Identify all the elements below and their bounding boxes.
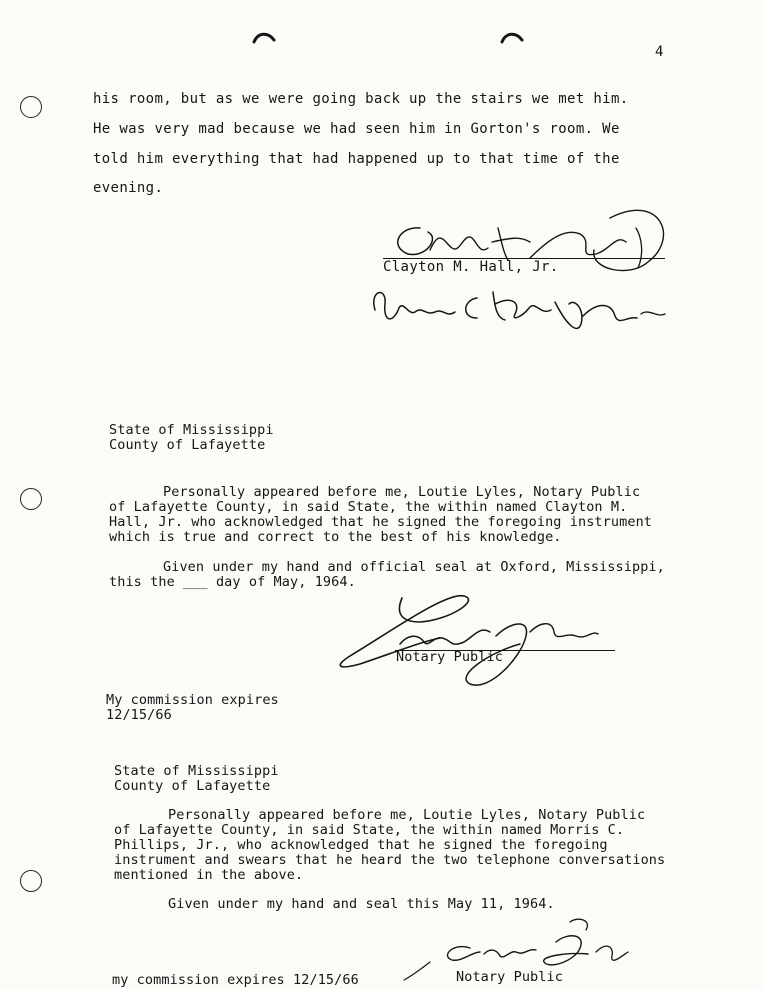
- page-number: 4: [655, 44, 664, 60]
- statement-line: his room, but as we were going back up the stairs we met him.: [93, 91, 629, 107]
- punch-hole-middle: [20, 488, 42, 510]
- notary2-commission-line: my commission expires 12/15/66: [112, 972, 359, 988]
- notary2-body-line: instrument and swears that he heard the two telephone conversations: [114, 852, 666, 868]
- signature-clayton-hall: [380, 198, 680, 278]
- statement-line: He was very mad because we had seen him in Gorton's room. We: [93, 121, 620, 137]
- notary1-body-line: Personally appeared before me, Loutie Lyles, Notary Public: [163, 484, 641, 500]
- notary2-label: Notary Public: [456, 969, 563, 985]
- notary2-body-line: Personally appeared before me, Loutie Lyles, Notary Public: [168, 807, 646, 823]
- notary2-body-line: mentioned in the above.: [114, 867, 304, 883]
- statement-line: told him everything that had happened up to that time of the: [93, 151, 620, 167]
- signature-morris-phillips: [365, 282, 685, 342]
- statement-line: evening.: [93, 180, 164, 196]
- punch-hole-top: [20, 96, 42, 118]
- notary1-body-line: Hall, Jr. who acknowledged that he signed the foregoing instrument: [109, 514, 653, 530]
- notary2-body-line: of Lafayette County, in said State, the within named Morris C.: [114, 822, 625, 838]
- venue-county-2: County of Lafayette: [114, 778, 271, 794]
- notary1-given-line: Given under my hand and official seal at Oxford, Mississippi,: [163, 559, 665, 575]
- venue-state: State of Mississippi: [109, 422, 274, 438]
- notary1-commission-label: My commission expires: [106, 692, 279, 708]
- notary1-commission-date: 12/15/66: [106, 707, 172, 723]
- signature-loutie-lyles-1: [330, 592, 620, 702]
- staple-mark-right: [498, 30, 528, 46]
- punch-hole-bottom: [20, 870, 42, 892]
- notary1-body-line: which is true and correct to the best of his knowledge.: [109, 529, 562, 545]
- notary1-label: Notary Public: [396, 649, 503, 665]
- signer-typed-name: Clayton M. Hall, Jr.: [383, 259, 559, 275]
- venue-county: County of Lafayette: [109, 437, 266, 453]
- staple-mark-left: [250, 30, 280, 46]
- notary1-given-line: this the ___ day of May, 1964.: [109, 574, 356, 590]
- notary2-given-line: Given under my hand and seal this May 11, 1964.: [168, 896, 555, 912]
- venue-state-2: State of Mississippi: [114, 763, 279, 779]
- notary2-body-line: Phillips, Jr., who acknowledged that he signed the foregoing: [114, 837, 608, 853]
- notary1-body-line: of Lafayette County, in said State, the within named Clayton M.: [109, 499, 628, 515]
